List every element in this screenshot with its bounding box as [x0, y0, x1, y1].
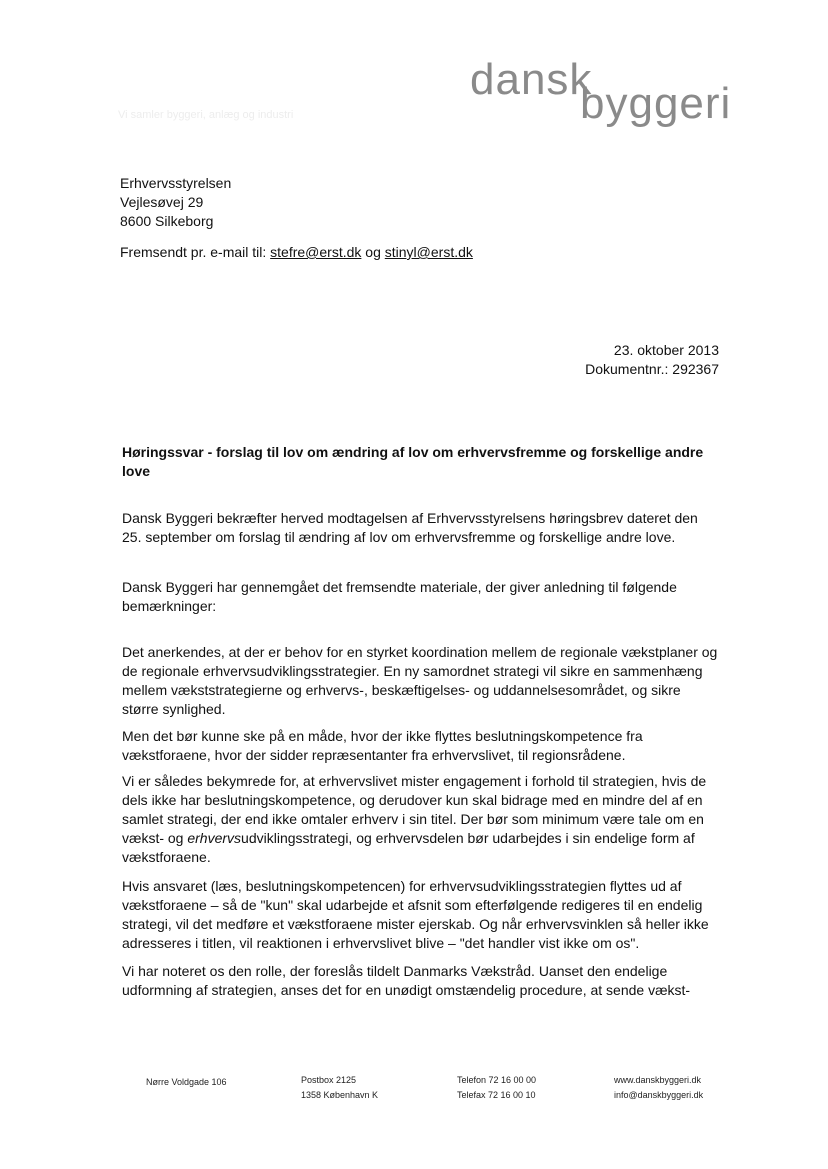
email-link-stinyl[interactable]: stinyl@erst.dk	[384, 244, 473, 260]
paragraph-5	[122, 772, 720, 867]
paragraph-5-part-b: udviklingsstrategi, og erhvervsdelen bør udarbejdes i sin endelige form af vækstforaene.	[122, 830, 695, 865]
footer-postbox	[301, 1073, 378, 1103]
paragraph-1: Dansk Byggeri bekræfter herved modtagelsen af Erhvervsstyrelsens høringsbrev dateret den 25. september om forslag til ændring af lov om erhvervsfremme og forskellige andre love.	[122, 510, 698, 545]
paragraph-3: Det anerkendes, at der er behov for en styrket koordination mellem de regionale vækstplaner og de regionale erhvervsudviklingsstrategier. En ny samordnet strategi vil sikre en sammenhæng mellem vækststrategierne og erhvervs-, beskæftigelses- og uddannelsesområdet, og sikre større synlighed.	[122, 644, 718, 717]
recipient-street: Vejlesøvej 29	[120, 194, 204, 210]
recipient-address	[120, 174, 231, 231]
company-logo	[468, 55, 732, 128]
recipient-name: Erhvervsstyrelsen	[120, 175, 232, 191]
letter-date: 23. oktober 2013	[613, 342, 719, 358]
footer-web	[614, 1073, 703, 1103]
footer-address	[146, 1075, 227, 1090]
footer-postbox-number: Postbox 2125	[301, 1075, 357, 1085]
tagline: Vi samler byggeri, anlæg og industri	[118, 109, 294, 121]
letter-title: Høringssvar - forslag til lov om ændring af lov om erhvervsfremme og forskellige andre love	[122, 444, 704, 479]
paragraph-2: Dansk Byggeri har gennemgået det fremsendte materiale, der giver anledning til følgende bemærkninger:	[122, 579, 677, 614]
footer-phone	[457, 1073, 536, 1103]
email-line	[120, 243, 473, 262]
footer-email: info@danskbyggeri.dk	[614, 1090, 704, 1100]
paragraph-7: Vi har noteret os den rolle, der foreslås tildelt Danmarks Vækstråd. Uanset den endelige udformning af strategien, anses det for en unødigt omstændelig procedure, at sende vækst-	[122, 963, 691, 998]
paragraph-5-emphasis: erhvervs	[187, 830, 242, 846]
footer-website: www.danskbyggeri.dk	[614, 1075, 702, 1085]
paragraph-5-part-a: Vi er således bekymrede for, at erhvervslivet mister engagement i forhold til strategien, hvis de dels ikke har beslutningskompetence, og derudover kun skal bidrage med en mindre del af en samlet strategi, der end ikke omtaler erhverv i sin titel. Der bør som minimum være tale om en vækst- og	[122, 773, 707, 846]
document-meta	[585, 341, 719, 379]
paragraph-6: Hvis ansvaret (læs, beslutningskompetencen) for erhvervsudviklingsstrategien flyttes ud af vækstforaene – så de "kun" skal udarbejde et afsnit som efterfølgende redigeres til en endelig strategi, vil det medføre et vækstforaene mister ejerskab. Og når erhvervsvinklen så heller ikke adresseres i titlen, vil reaktionen i erhvervslivet blive – "det handler vist ikke om os".	[122, 878, 709, 951]
logo-word-dansk: dansk	[470, 55, 593, 104]
email-joiner: og	[365, 244, 381, 260]
footer-telefax: Telefax 72 16 00 10	[457, 1090, 536, 1100]
footer-street: Nørre Voldgade 106	[146, 1077, 227, 1087]
email-prefix: Fremsendt pr. e-mail til:	[120, 244, 267, 260]
email-link-stefre[interactable]: stefre@erst.dk	[270, 244, 362, 260]
recipient-city: 8600 Silkeborg	[120, 213, 214, 229]
footer-postbox-city: 1358 København K	[301, 1090, 379, 1100]
document-number: Dokumentnr.: 292367	[585, 361, 719, 377]
footer-telephone: Telefon 72 16 00 00	[457, 1075, 537, 1085]
logo-word-byggeri: byggeri	[580, 79, 732, 128]
paragraph-4: Men det bør kunne ske på en måde, hvor der ikke flyttes beslutningskompetence fra vækstforaene, hvor der sidder repræsentanter fra erhvervslivet, til regionsrådene.	[122, 728, 643, 763]
